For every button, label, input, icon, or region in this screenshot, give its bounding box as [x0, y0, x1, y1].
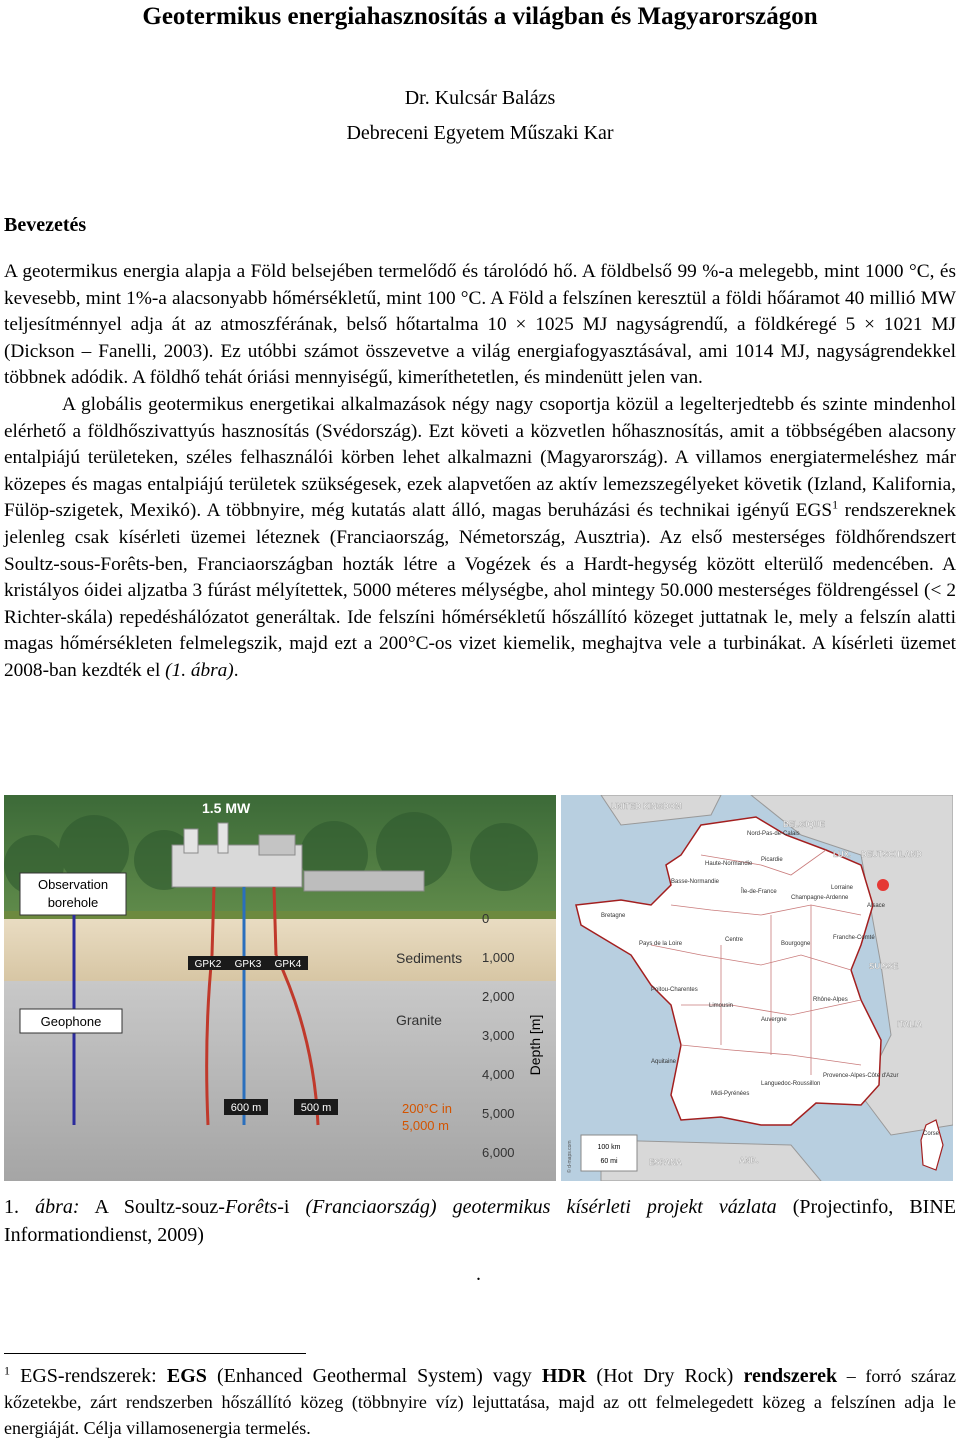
paragraph-1: A geotermikus energia alapja a Föld belsejében termelődő és tárolódó hő. A földbelső 99 %-a melegebb, mint 1000 °C, és kevesebb, mint 1%-a alacsonyabb hőmérsékletű, mint 100 °C. A Föld a felszínen keresztül a földi hőáramot 40 millió MW teljesítménnyel adja át az atmoszférának, belső hőtartalma 10 × 1025 MJ nagyságrendű, a földkéregé 5 × 1021 MJ (Dickson – Fanelli, 2003). Ez utóbbi számot összevetve a világ energiafogyasztásával, ami 1014 MJ, nagyságrendekkel többnek adódik. A földhő tehát óriási mennyiségű, kimeríthetetlen, és mindenütt jelen van.	[4, 261, 956, 389]
page-title: Geotermikus energiahasznosítás a világban és Magyarországon	[142, 3, 818, 30]
footnote-bold-3: rendszerek	[743, 1365, 838, 1387]
region-label-midi-pyrenees: Midi-Pyrénées	[711, 1091, 750, 1097]
separator-dot: .	[476, 1263, 481, 1285]
spacing-label-1: 600 m	[230, 1102, 262, 1114]
region-label-rhone-alpes: Rhône-Alpes	[813, 997, 848, 1003]
footnote-text-2: (Enhanced Geothermal System) vagy	[206, 1365, 542, 1387]
observation-label-1: Observation	[37, 877, 109, 892]
well-gpk2	[212, 887, 214, 955]
depth-axis-label: Depth [m]	[527, 1014, 543, 1076]
country-label-deutschland: DEUTSCHLAND	[861, 850, 922, 859]
figure-reference: (1. ábra)	[165, 659, 234, 681]
footnote-number: 1	[4, 1363, 10, 1378]
granite-label: Granite	[396, 1012, 442, 1028]
footnote-text-4: – forró száraz kőzetekbe, zárt rendszerben hőszállító közeg (többnyire víz) lejuttatása, majd az ott felmelegedett közeg a felszínen adja le energiáját. Célja villamosenergia termelés.	[4, 1366, 956, 1438]
region-label-ile-de-france: Île-de-France	[741, 889, 777, 895]
power-label: 1.5 MW	[202, 800, 251, 816]
country-label-espana: ESPANA	[649, 1158, 682, 1167]
map-scale-km: 100 km	[597, 1144, 621, 1151]
footnote-rule	[4, 1353, 306, 1354]
footnote	[4, 1363, 956, 1441]
region-label-limousin: Limousin	[709, 1003, 734, 1009]
map-scale-mi: 60 mi	[600, 1158, 618, 1165]
well-gpk4	[274, 887, 276, 955]
paragraph-2-end: .	[233, 659, 239, 681]
figure-1	[4, 795, 956, 1181]
depth-tick-6: 6,000	[482, 1145, 515, 1160]
footnote-bold-2: HDR	[541, 1365, 587, 1387]
observation-label-2: borehole	[47, 895, 99, 910]
depth-tick-2: 2,000	[482, 989, 515, 1004]
depth-tick-0: 0	[482, 911, 490, 926]
figure-caption	[4, 1193, 956, 1249]
temperature-label-2: 5,000 m	[402, 1118, 449, 1133]
caption-text-3: -i	[277, 1196, 306, 1218]
paragraph-2-part-a: A globális geotermikus energetikai alkalmazások négy nagy csoportja közül a legelterjedtebb és szinte mindenhol elérhető a földhőszivattyús hasznosítás (Svédország). Ezt követi a közvetlen hőhasznosítás, amit a többségében alacsony entalpiájú területeken, széles felhasználói körben lehet alkalmazni (Magyarország). A villamos energiatermeléshez már közepes és magas entalpiájú területek szükségesek, ezek alapvetően az aktív lemezszegélyeket követik (Izland, Kalifornia, Fülöp-szigetek, Mexikó). A többnyire, még kutatás alatt álló, magas beruházási és technikai igényű EGS	[4, 393, 956, 522]
footnote-bold-1: EGS	[166, 1365, 207, 1387]
footnote-marker[interactable]: 1	[832, 497, 839, 512]
region-label-nord-pas-de-calais: Nord-Pas-de-Calais	[747, 831, 800, 837]
footnote-text-3: (Hot Dry Rock)	[586, 1365, 744, 1387]
body-text	[4, 259, 956, 685]
region-label-bourgogne: Bourgogne	[781, 941, 811, 947]
depth-tick-1: 1,000	[482, 950, 515, 965]
author-name: Dr. Kulcsár Balázs	[404, 87, 556, 109]
country-label-uk: UNITED KINGDOM	[611, 802, 682, 811]
map-scale-bar	[581, 1135, 637, 1171]
region-label-picardie: Picardie	[761, 857, 783, 863]
map-credit: © d-maps.com	[567, 1140, 573, 1173]
country-label-andorra: AND.	[739, 1156, 759, 1165]
region-label-haute-normandie: Haute-Normandie	[705, 861, 753, 867]
region-label-pays-de-la-loire: Pays de la Loire	[639, 941, 683, 947]
depth-tick-5: 5,000	[482, 1106, 515, 1121]
country-label-italia: ITALIA	[897, 1020, 923, 1029]
region-label-languedoc-roussillon: Languedoc-Roussillon	[761, 1081, 821, 1087]
well-gpk3-label: GPK3	[234, 959, 262, 970]
region-label-franche-comte: Franche-Comté	[833, 935, 875, 941]
soultz-location-marker	[877, 879, 889, 891]
country-label-lux: LUX.	[833, 850, 852, 859]
paragraph-2	[4, 392, 956, 685]
footnote-text-1: EGS-rendszerek:	[10, 1365, 167, 1387]
caption-label: ábra:	[35, 1196, 80, 1218]
region-label-corse: Corse	[923, 1131, 940, 1137]
caption-text-5: (Projectinfo, BINE Informationdienst, 2009)	[4, 1196, 956, 1246]
affiliation: Debreceni Egyetem Műszaki Kar	[346, 122, 614, 144]
country-label-suisse: SUISSE	[869, 962, 899, 971]
caption-text-4: (Franciaország) geotermikus kísérleti projekt vázlata	[305, 1196, 777, 1218]
region-label-centre: Centre	[725, 937, 744, 943]
region-label-champagne-ardenne: Champagne-Ardenne	[791, 895, 849, 901]
region-label-poitou-charentes: Poitou-Charentes	[651, 987, 698, 993]
depth-tick-4: 4,000	[482, 1067, 515, 1082]
region-label-provence-alpes-cote-dazur: Provence-Alpes-Côte d'Azur	[823, 1073, 899, 1079]
region-label-basse-normandie: Basse-Normandie	[671, 879, 720, 885]
france-region-map	[561, 795, 953, 1181]
observation-box	[20, 873, 126, 915]
geophone-label: Geophone	[40, 1014, 102, 1029]
region-label-auvergne: Auvergne	[761, 1017, 787, 1023]
region-label-alsace: Alsace	[867, 903, 886, 909]
depth-tick-3: 3,000	[482, 1028, 515, 1043]
caption-text-2: Forêts	[224, 1196, 278, 1218]
well-gpk4-label: GPK4	[274, 959, 302, 970]
section-heading: Bevezetés	[4, 214, 87, 236]
region-label-aquitaine: Aquitaine	[651, 1059, 677, 1065]
geothermal-schematic	[4, 795, 556, 1181]
caption-number: 1.	[4, 1196, 36, 1218]
paragraph-2-part-b: rendszereknek jelenleg csak kísérleti üzemei léteznek (Franciaország, Németország, Ausztria). Az első mesterséges földhőrendszert Soultz-sous-Forêts-ben, Franciaországban hozták létre a Vogézek és a Hardt-hegység között elterülő medencében. A kristályos óidei aljzatba 3 fúrást mélyítettek, 5000 méteres mélységbe, ahol mintegy 50.000 mesterséges földrengéssel (< 2 Richter-skála) repedéshálózatot generáltak. Ide felszíni hőmérsékletű hőszállító közeget juttatnak le, mely a felszín alatti magas hőmérsékleten felmelegszik, majd ezt a 200°C-os vizet kiemelik, meghajtva vele a turbinákat. A kísérleti üzemet 2008-ban kezdték el	[4, 500, 956, 681]
spacing-label-2: 500 m	[300, 1102, 332, 1114]
region-label-bretagne: Bretagne	[601, 913, 626, 919]
well-gpk2-label: GPK2	[194, 959, 222, 970]
sediments-label: Sediments	[396, 950, 463, 966]
region-label-lorraine: Lorraine	[831, 885, 854, 891]
temperature-label-1: 200°C in	[402, 1101, 453, 1116]
caption-text-1: A Soultz-souz-	[79, 1196, 225, 1218]
sediment-layer	[4, 919, 556, 981]
country-label-belgique: BELGIQUE	[783, 820, 825, 829]
